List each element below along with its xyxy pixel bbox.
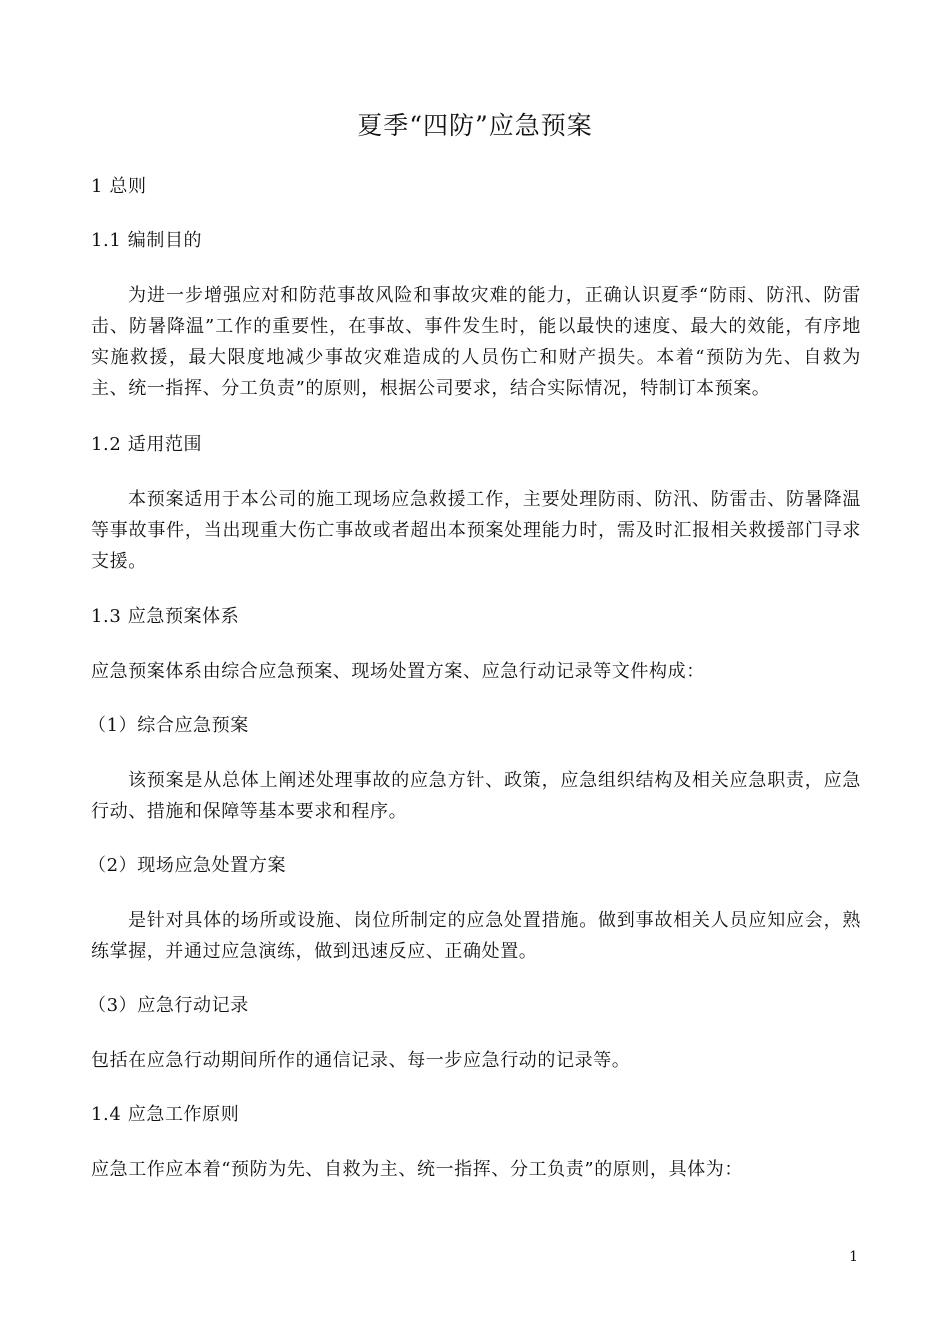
section-1-3-heading: 1.3 应急预案体系 (91, 606, 240, 627)
document-title: 夏季“四防”应急预案 (357, 111, 593, 140)
item-3-heading: （3）应急行动记录 (88, 995, 249, 1016)
item-1-paragraph: 该预案是从总体上阐述处理事故的应急方针、政策，应急组织结构及相关应急职责，应急行动、措施和保障等基本要求和程序。 (91, 770, 861, 822)
page-number: 1 (849, 1249, 858, 1265)
section-1-4-heading: 1.4 应急工作原则 (91, 1104, 240, 1125)
section-1-4-intro: 应急工作应本着“预防为先、自救为主、统一指挥、分工负责”的原则，具体为： (91, 1159, 744, 1180)
section-1-3-intro: 应急预案体系由综合应急预案、现场处置方案、应急行动记录等文件构成： (91, 661, 705, 682)
section-1-heading: 1 总则 (91, 176, 147, 197)
item-3-paragraph: 包括在应急行动期间所作的通信记录、每一步应急行动的记录等。 (91, 1050, 631, 1071)
item-1-heading: （1）综合应急预案 (88, 715, 249, 736)
item-2-paragraph: 是针对具体的场所或设施、岗位所制定的应急处置措施。做到事故相关人员应知应会，熟练掌握，并通过应急演练，做到迅速反应、正确处置。 (91, 910, 861, 962)
section-1-2-heading: 1.2 适用范围 (91, 434, 203, 455)
section-1-1-paragraph: 为进一步增强应对和防范事故风险和事故灾难的能力，正确认识夏季“防雨、防汛、防雷击、防暑降温”工作的重要性，在事故、事件发生时，能以最快的速度、最大的效能，有序地实施救援，最大限度地减少事故灾难造成的人员伤亡和财产损失。本着“预防为先、自救为主、统一指挥、分工负责”的原则，根据公司要求，结合实际情况，特制订本预案。 (91, 285, 861, 399)
section-1-2-paragraph: 本预案适用于本公司的施工现场应急救援工作，主要处理防雨、防汛、防雷击、防暑降温等事故事件，当出现重大伤亡事故或者超出本预案处理能力时，需及时汇报相关救援部门寻求支援。 (91, 489, 861, 572)
section-1-1-heading: 1.1 编制目的 (91, 230, 203, 251)
item-2-heading: （2）现场应急处置方案 (88, 855, 287, 876)
